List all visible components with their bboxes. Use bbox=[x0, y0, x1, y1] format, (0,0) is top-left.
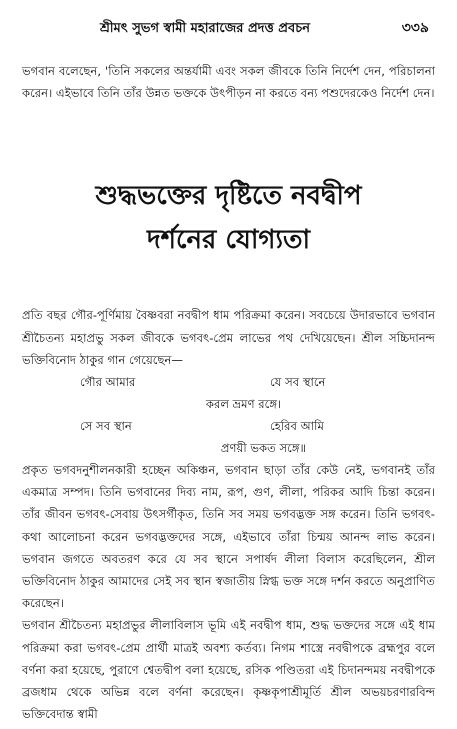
page-number: ৩৩৯ bbox=[401, 20, 429, 36]
section-heading-line2: দর্শনের যোগ্যতা bbox=[146, 225, 311, 256]
verse-line-3 bbox=[22, 415, 435, 437]
paragraph-2: প্রকৃত ভগবদনুশীলনকারী হচ্ছেন অকিঞ্চন, ভগবান ছাড়া তাঁর কেউ নেই, ভগবানই তাঁর একমাত্র সম্পদ। তিনি ভগবানের দিব্য নাম, রূপ, গুণ, লীলা, পরিকর আদি চিন্তা করেন। তাঁর জীবন ভগবৎ-সেবায় উৎসর্গীকৃত, তিনি সব সময় ভগবদ্ভক্ত সঙ্গ করেন। তিনি ভগবৎ-কথা আলোচনা করেন ভগবদ্ভক্তদের সঙ্গে, এইভাবে তাঁরা চিন্ময় আনন্দ লাভ করেন। ভগবান জগতে অবতরণ করে যে সব স্থানে সপার্ষদ লীলা বিলাস করেছিলেন, শ্রীল ভক্তিবিনোদ ঠাকুর আমাদের সেই সব স্থান স্বজাতীয় স্নিগ্ধ ভক্ত সঙ্গে দর্শন করতে অনুপ্রাণিত করেছেন। bbox=[22, 463, 435, 611]
verse-line-1 bbox=[22, 371, 435, 393]
verse bbox=[22, 371, 435, 459]
paragraph-3: ভগবান শ্রীচৈতন্য মহাপ্রভুর লীলাবিলাস ভূমি এই নবদ্বীপ ধাম, শুদ্ধ ভক্তদের সঙ্গে এই ধাম পরিক্রমা করা ভগবৎ-প্রেম প্রার্থী মাত্রই অবশ্য কর্তব্য। নিগম শাস্ত্রে নবদ্বীপকে ব্রহ্মপুর বলে বর্ণনা করা হয়েছে, পুরাণে শ্বেতদ্বীপ বলা হয়েছে, রসিক পণ্ডিতরা এই চিদানন্দময় নবদ্বীপকে ব্রজধাম থেকে অভিন্ন বলে বর্ণনা করেছেন। কৃষ্ণকৃপাশ্রীমূর্তি শ্রীল অভয়চরণারবিন্দ ভক্তিবেদান্ত স্বামী bbox=[22, 618, 435, 722]
verse-line-2: করল ভ্রমণ রঙ্গে। bbox=[205, 397, 282, 412]
section-heading-line1: শুদ্ধভক্তের দৃষ্টিতে নবদ্বীপ bbox=[95, 181, 362, 212]
header-title: শ্রীমৎ সুভগ স্বামী মহারাজের প্রদত্ত প্রবচন bbox=[100, 21, 311, 36]
verse-line-4: প্রণয়ী ভকত সঙ্গে॥ bbox=[220, 441, 307, 456]
verse-line-3-left: সে সব স্থান bbox=[80, 419, 132, 434]
verse-line-1-left: গৌর আমার bbox=[80, 375, 136, 390]
running-header bbox=[22, 16, 435, 40]
verse-line-3-right: হেরিব আমি bbox=[270, 419, 324, 434]
verse-line-1-right: যে সব স্থানে bbox=[270, 375, 326, 390]
paragraph-1: প্রতি বছর গৌর-পূর্ণিমায় বৈষ্ণবরা নবদ্বীপ ধাম পরিক্রমা করেন। সবচেয়ে উদারভাবে ভগবান শ্রীচৈতন্য মহাপ্রভু সকল জীবকে ভগবৎ-প্রেম লাভের পথ দেখিয়েছেন। শ্রীল সচ্চিদানন্দ ভক্তিবিনোদ ঠাকুর গান গেয়েছেন— bbox=[22, 308, 435, 367]
intro-paragraph: ভগবান বলেছেন, 'তিনি সকলের অন্তর্যামী এবং সকল জীবকে তিনি নির্দেশ দেন, পরিচালনা করেন। এইভাবে তিনি তাঁর উন্নত ভক্তকে উৎপীড়ন না করতে বন্য পশুদেরকেও নির্দেশ দেন। bbox=[22, 64, 435, 101]
